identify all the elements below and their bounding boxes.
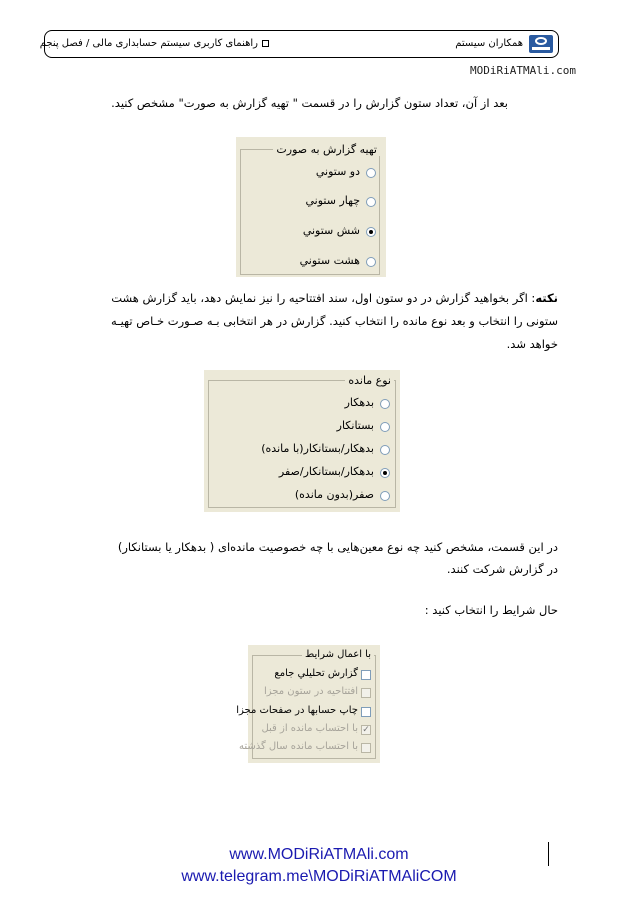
option-label: چهار ستوني — [305, 194, 360, 207]
option-label: افتتاحيه در ستون مجزا — [263, 686, 358, 697]
option-label: گزارش تحليلي جامع — [274, 668, 358, 679]
panel-title: با اعمال شرايط — [302, 649, 374, 660]
panel-title: تهیه گزارش به صورت — [273, 143, 380, 156]
checkbox-last-year-balance — [361, 743, 371, 753]
radio-debtor-creditor-zero[interactable] — [380, 468, 390, 478]
checkbox-opening-column — [361, 688, 371, 698]
radio-two-columns[interactable] — [366, 168, 376, 178]
square-bullet-icon — [262, 40, 269, 47]
note-line-1 — [80, 291, 558, 305]
option-label: بدهکار — [344, 396, 374, 409]
footer-telegram-link[interactable]: www.telegram.me\MODiRiATMAliCOM — [181, 868, 457, 885]
conditions-panel — [236, 645, 380, 763]
radio-four-columns[interactable] — [366, 197, 376, 207]
note-label: نکته — [535, 291, 558, 305]
report-columns-panel — [236, 137, 386, 277]
option-label: با احتساب مانده از قبل — [261, 723, 358, 734]
header-company: همکاران سیستم — [455, 38, 523, 49]
option-label: چاپ حسابها در صفحات مجزا — [236, 705, 358, 716]
option-label: بستانکار — [336, 419, 374, 432]
balance-type-panel — [204, 370, 400, 512]
company-logo — [529, 35, 553, 53]
paragraph-4: حال شرایط را انتخاب کنید : — [424, 603, 558, 617]
paragraph-1: بعد از آن، تعداد ستون گزارش را در قسمت " تهیه گزارش به صورت" مشخص کنید. — [111, 96, 508, 110]
checkbox-prior-balance: ✓ — [362, 725, 370, 735]
option-label: بدهکار/بستانکار(با مانده) — [261, 442, 374, 455]
paragraph-3-line-1: در این قسمت، مشخص کنید چه نوع معین‌هایی با چه خصوصیت مانده‌ای ( بدهکار یا بستانکار) — [117, 540, 558, 554]
option-label: صفر(بدون مانده) — [294, 488, 374, 501]
option-label: شش ستوني — [302, 224, 360, 237]
option-label: بدهکار/بستانکار/صفر — [278, 465, 374, 478]
paragraph-3-line-2: در گزارش شرکت کنند. — [446, 562, 558, 576]
option-label: دو ستوني — [315, 165, 360, 178]
header-site: MODiRiATMAli.com — [470, 64, 576, 77]
radio-creditor[interactable] — [380, 422, 390, 432]
checkbox-comprehensive-report[interactable] — [361, 670, 371, 680]
radio-six-columns[interactable] — [366, 227, 376, 237]
note-text: : اگر بخواهید گزارش در دو ستون اول، سند افتتاحیه را نیز نمایش دهد، باید گزارش هشت — [111, 291, 536, 305]
radio-eight-columns[interactable] — [366, 257, 376, 267]
header-title: راهنمای کاربری سیستم حسابداری مالی / فصل پنجم — [39, 38, 258, 49]
note-line-2: ستونی را انتخاب و بعد نوع مانده را انتخاب کنید. گزارش در هر انتخابی بـه صـورت خـاص تهیـه — [111, 314, 558, 328]
radio-debtor-creditor-balance[interactable] — [380, 445, 390, 455]
radio-debtor[interactable] — [380, 399, 390, 409]
option-label: هشت ستوني — [299, 254, 360, 267]
note-line-3: خواهد شد. — [506, 337, 558, 351]
radio-zero-balance[interactable] — [380, 491, 390, 501]
panel-title: نوع مانده — [345, 374, 394, 387]
checkbox-print-separate-pages[interactable] — [361, 707, 371, 717]
footer-website-link[interactable]: www.MODiRiATMAli.com — [229, 846, 409, 863]
option-label: با احتساب مانده سال گذشته — [238, 741, 358, 752]
